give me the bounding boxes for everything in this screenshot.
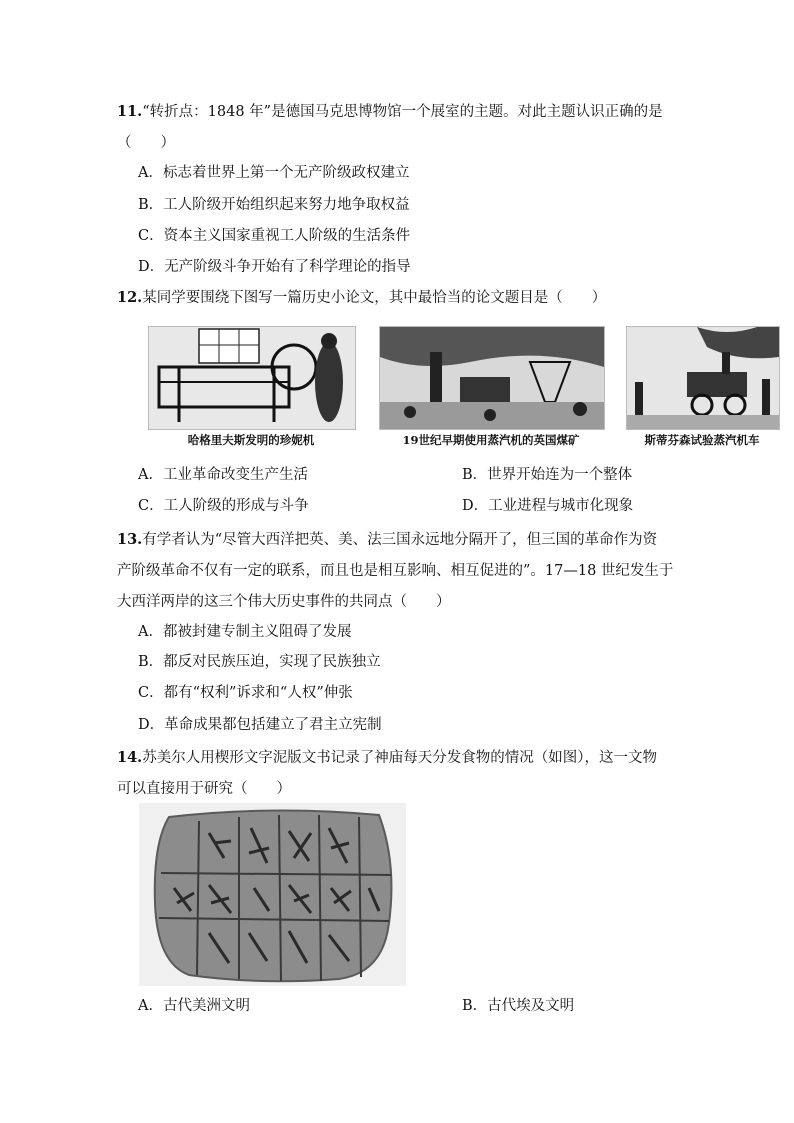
q12-option-b[interactable]: B．世界开始连为一个整体 bbox=[462, 467, 633, 483]
q11-option-c[interactable]: C．资本主义国家重视工人阶级的生活条件 bbox=[138, 228, 411, 244]
coal-mine-image bbox=[379, 326, 605, 430]
q11-option-a[interactable]: A．标志着世界上第一个无产阶级政权建立 bbox=[138, 165, 410, 181]
question-11-stem-line1: 11.“转折点：1848 年”是德国马克思博物馆一个展室的主题。对此主题认识正确的是 bbox=[117, 103, 663, 120]
question-13 bbox=[117, 524, 677, 618]
question-number: 12. bbox=[117, 289, 143, 306]
q11-option-b[interactable]: B．工人阶级开始组织起来努力地争取权益 bbox=[138, 197, 410, 213]
question-14-stem-line2: 可以直接用于研究（ ） bbox=[117, 781, 291, 797]
spinning-jenny-image bbox=[148, 326, 356, 430]
question-11 bbox=[117, 96, 677, 159]
question-13-stem-line1: 13.有学者认为“尽管大西洋把英、美、法三国永远地分隔开了，但三国的革命作为资 bbox=[117, 531, 658, 548]
q12-option-c[interactable]: C．工人阶级的形成与斗争 bbox=[138, 498, 309, 514]
question-number: 14. bbox=[117, 749, 143, 766]
question-11-stem-line2: （ ） bbox=[117, 135, 175, 151]
question-14-stem-line1: 14.苏美尔人用楔形文字泥版文书记录了神庙每天分发食物的情况（如图），这一文物 bbox=[117, 749, 657, 766]
question-13-stem-line2: 产阶级革命不仅有一定的联系，而且也是相互影响、相互促进的”。17—18 世纪发生于 bbox=[117, 563, 674, 579]
q13-option-b[interactable]: B．都反对民族压迫，实现了民族独立 bbox=[138, 654, 381, 670]
caption-steam-locomotive: 斯蒂芬森试验蒸汽机车 bbox=[644, 433, 760, 447]
q11-option-d[interactable]: D．无产阶级斗争开始有了科学理论的指导 bbox=[138, 259, 411, 275]
caption-coal-mine: 19世纪早期使用蒸汽机的英国煤矿 bbox=[402, 433, 580, 447]
q12-option-d[interactable]: D．工业进程与城市化现象 bbox=[462, 498, 634, 514]
q13-option-d[interactable]: D．革命成果都包括建立了君主立宪制 bbox=[138, 717, 382, 733]
q13-option-a[interactable]: A．都被封建专制主义阻碍了发展 bbox=[138, 624, 352, 640]
question-14 bbox=[117, 742, 677, 805]
question-12: 12.某同学要围绕下图写一篇历史小论文，其中最恰当的论文题目是（ ） bbox=[117, 289, 607, 306]
q14-option-a[interactable]: A．古代美洲文明 bbox=[138, 998, 250, 1014]
steam-locomotive-image bbox=[626, 326, 780, 430]
question-13-stem-line3: 大西洋两岸的这三个伟大历史事件的共同点（ ） bbox=[117, 594, 451, 610]
q12-option-a[interactable]: A．工业革命改变生产生活 bbox=[138, 467, 308, 483]
caption-spinning-jenny: 哈格里夫斯发明的珍妮机 bbox=[187, 433, 315, 447]
question-number: 13. bbox=[117, 531, 143, 548]
cuneiform-tablet-image bbox=[139, 803, 406, 986]
q14-option-b[interactable]: B．古代埃及文明 bbox=[462, 998, 575, 1014]
question-number: 11. bbox=[117, 103, 143, 120]
q13-option-c[interactable]: C．都有“权利”诉求和“人权”伸张 bbox=[138, 685, 353, 701]
